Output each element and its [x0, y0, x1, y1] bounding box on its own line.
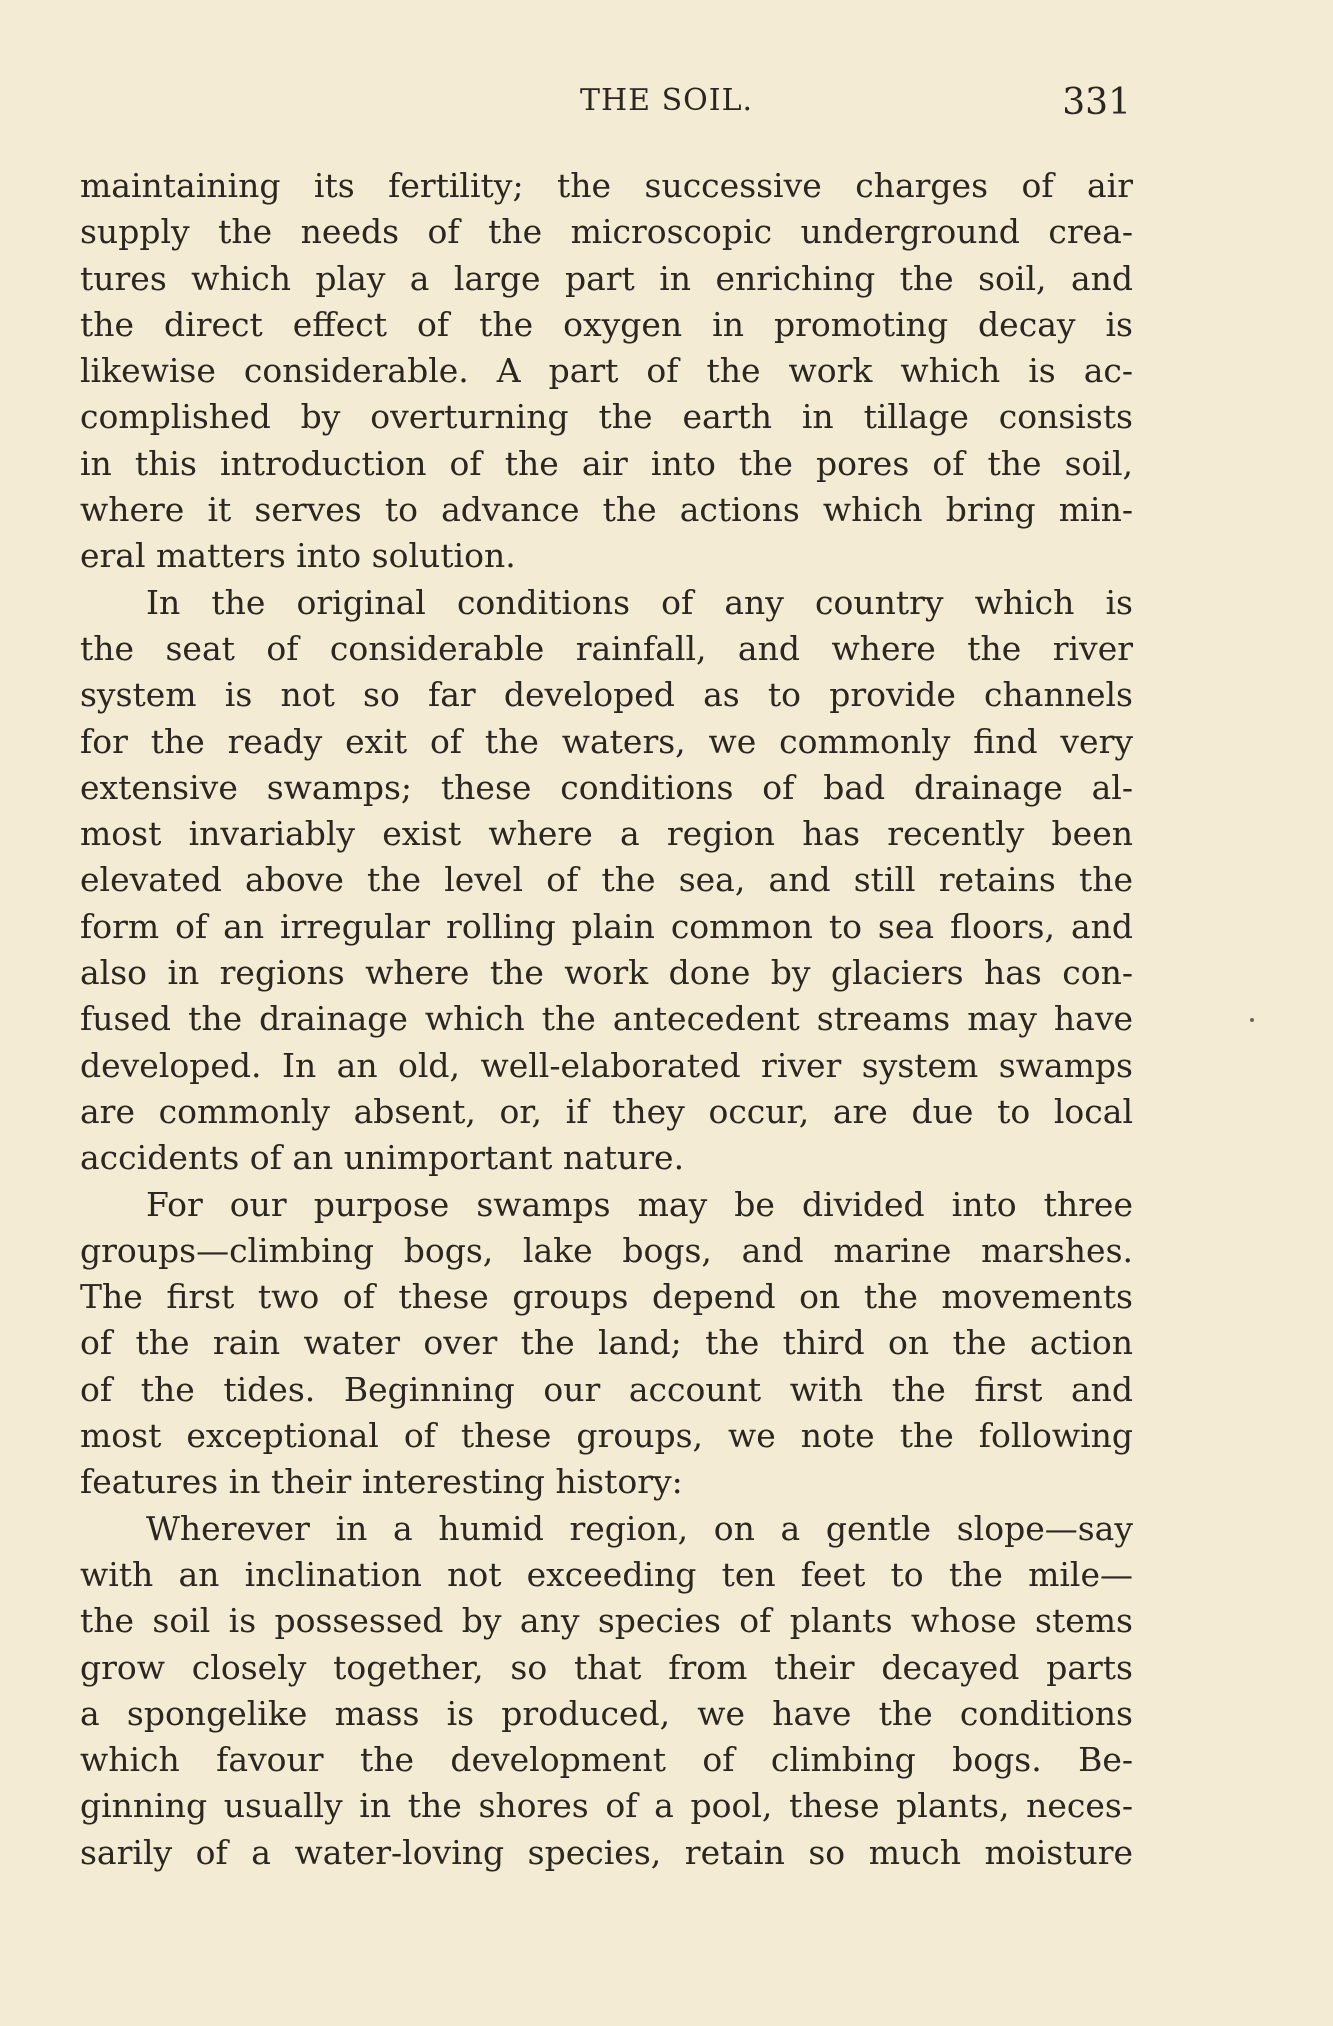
text-line: system is not so far developed as to provide channels — [80, 675, 1133, 715]
text-line: of the rain water over the land; the third on the action — [80, 1323, 1133, 1363]
text-line: grow closely together, so that from their decayed parts — [80, 1647, 1133, 1687]
text-line: eral matters into solution. — [80, 536, 516, 576]
text-line: sarily of a water-loving species, retain so much moisture — [80, 1832, 1133, 1872]
text-line: maintaining its fertility; the successive charges of air — [80, 166, 1133, 205]
body-text — [80, 163, 1133, 1876]
text-line: groups—climbing bogs, lake bogs, and marine marshes. — [80, 1230, 1133, 1270]
text-line: most invariably exist where a region has recently been — [80, 814, 1133, 854]
text-line: in this introduction of the air into the pores of the soil, — [80, 443, 1133, 483]
text-line: with an inclination not exceeding ten feet to the mile— — [80, 1554, 1133, 1594]
page-number: 331 — [1062, 82, 1131, 123]
text-line: ginning usually in the shores of a pool, these plants, neces- — [80, 1786, 1133, 1826]
text-line: accidents of an unimportant nature. — [80, 1138, 685, 1178]
text-line: for the ready exit of the waters, we commonly find very — [80, 721, 1133, 761]
text-line: tures which play a large part in enriching the soil, and — [80, 258, 1133, 298]
paper-speck — [1250, 1018, 1254, 1022]
text-line: elevated above the level of the sea, and still retains the — [80, 860, 1133, 900]
text-line: where it serves to advance the actions which bring min- — [80, 490, 1133, 530]
text-line: fused the drainage which the antecedent streams may have — [80, 999, 1133, 1039]
text-line: which favour the development of climbing bogs. Be- — [80, 1740, 1133, 1780]
text-line: the soil is possessed by any species of plants whose stems — [80, 1601, 1133, 1641]
text-line: most exceptional of these groups, we note the following — [80, 1416, 1133, 1456]
text-line: likewise considerable. A part of the work which is ac- — [80, 351, 1133, 391]
text-line: features in their interesting history: — [80, 1462, 683, 1502]
text-line: of the tides. Beginning our account with the first and — [80, 1369, 1133, 1409]
paragraph-start-line: Wherever in a humid region, on a gentle slope—say — [146, 1508, 1133, 1548]
running-title: THE SOIL. — [579, 83, 754, 118]
text-line: The first two of these groups depend on the movements — [80, 1277, 1133, 1317]
running-header — [0, 78, 1333, 124]
text-line: the seat of considerable rainfall, and where the river — [80, 628, 1133, 668]
text-line: extensive swamps; these conditions of bad drainage al- — [80, 767, 1133, 807]
text-line: also in regions where the work done by glaciers has con- — [80, 953, 1133, 993]
text-line: are commonly absent, or, if they occur, are due to local — [80, 1091, 1133, 1131]
text-line: supply the needs of the microscopic underground crea- — [80, 212, 1133, 252]
text-line: complished by overturning the earth in tillage consists — [80, 397, 1133, 437]
text-line: developed. In an old, well-elaborated river system swamps — [80, 1045, 1133, 1085]
paragraph-start-line: In the original conditions of any country which is — [146, 582, 1133, 622]
text-line: form of an irregular rolling plain common to sea floors, and — [80, 906, 1133, 946]
paragraph-start-line: For our purpose swamps may be divided into three — [146, 1184, 1133, 1224]
text-line: the direct effect of the oxygen in promoting decay is — [80, 304, 1133, 344]
text-line: a spongelike mass is produced, we have the conditions — [80, 1693, 1133, 1733]
